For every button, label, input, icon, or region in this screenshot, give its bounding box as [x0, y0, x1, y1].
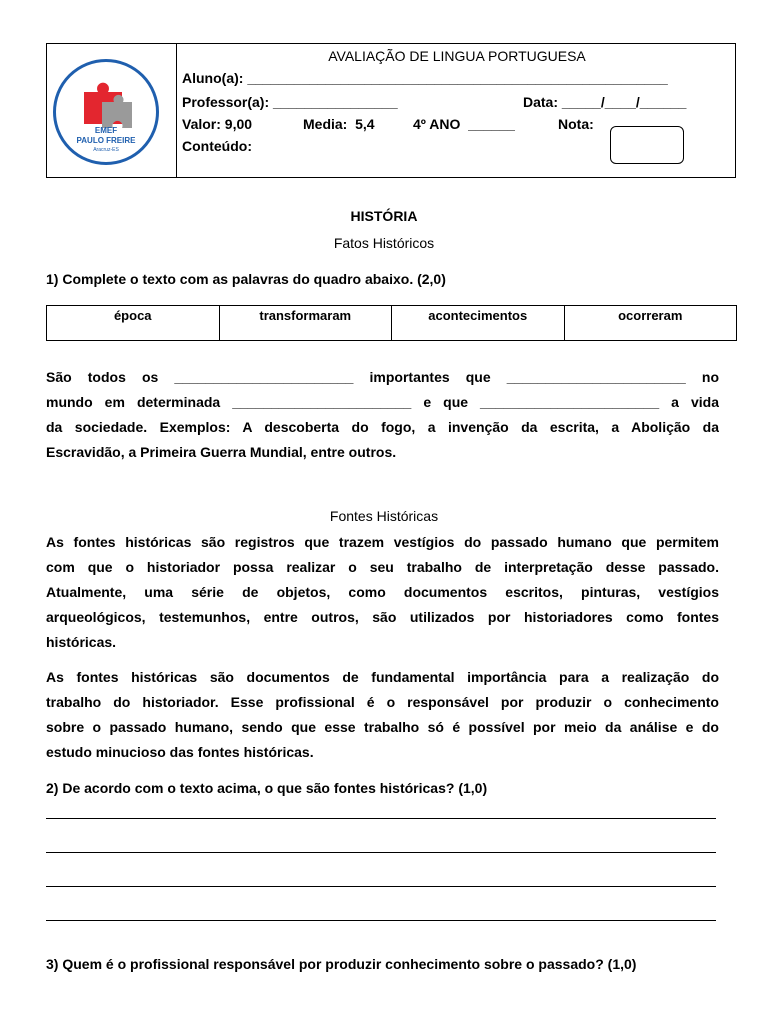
- paragraph-line: As fontes históricas são documentos de fundamental importância para a realização do: [46, 669, 719, 685]
- fill-in-text-line: São todos os _______________________ importantes que _______________________ no: [46, 369, 719, 385]
- grade-year-field: 4º ANO ______: [413, 116, 515, 132]
- question-2: 2) De acordo com o texto acima, o que são fontes históricas? (1,0): [46, 780, 488, 796]
- paragraph-line: históricas.: [46, 634, 117, 650]
- paragraph-line: As fontes históricas são registros que trazem vestígios do passado humano que permitem: [46, 534, 719, 550]
- subject-title: HISTÓRIA: [350, 208, 418, 224]
- word-bank-cell: ocorreram: [564, 306, 737, 341]
- score-label: Nota:: [558, 116, 594, 132]
- section-title: Fontes Históricas: [329, 508, 439, 524]
- score-box: [610, 126, 684, 164]
- paragraph-line: Atualmente, uma série de objetos, como documentos escritos, pinturas, vestígios: [46, 584, 719, 600]
- student-field: Aluno(a): ______________________________________________________: [182, 70, 668, 86]
- paragraph-line: estudo minucioso das fontes históricas.: [46, 744, 314, 760]
- question-1: 1) Complete o texto com as palavras do quadro abaixo. (2,0): [46, 271, 446, 287]
- word-bank-cell: transformaram: [219, 306, 392, 341]
- paragraph-line: sobre o passado humano, sendo que esse trabalho só é possível por meio da análise e do: [46, 719, 719, 735]
- school-logo: [53, 59, 159, 165]
- fill-in-text-line: da sociedade. Exemplos: A descoberta do fogo, a invenção da escrita, a Abolição da: [46, 419, 719, 435]
- content-field: Conteúdo:: [182, 138, 252, 154]
- exam-header: [46, 43, 736, 178]
- fill-in-text-line: Escravidão, a Primeira Guerra Mundial, entre outros.: [46, 444, 397, 460]
- word-bank-cell: acontecimentos: [392, 306, 565, 341]
- exam-title: AVALIAÇÃO DE LINGUA PORTUGUESA: [328, 48, 586, 64]
- answer-line[interactable]: [46, 920, 716, 921]
- fill-in-text-line: mundo em determinada _______________________ e que _______________________ a vida: [46, 394, 719, 410]
- logo-text-city: Aracruz-ES: [93, 147, 119, 153]
- paragraph-line: com que o historiador possa realizar o seu trabalho de interpretação desse passado.: [46, 559, 719, 575]
- logo-text-school: PAULO FREIRE: [76, 136, 136, 145]
- word-bank: [46, 305, 737, 341]
- average-field: Media: 5,4: [303, 116, 375, 132]
- logo-text-emef: EMEF: [94, 126, 118, 135]
- value-field: Valor: 9,00: [182, 116, 253, 132]
- topic-title: Fatos Históricos: [333, 235, 435, 251]
- paragraph-line: arqueológicos, testemunhos, entre outros, são utilizados por historiadores como fontes: [46, 609, 719, 625]
- answer-line[interactable]: [46, 818, 716, 819]
- date-field: Data: _____/____/______: [523, 94, 687, 110]
- teacher-field: Professor(a): ________________: [182, 94, 398, 110]
- logo-cell: [47, 44, 177, 177]
- answer-line[interactable]: [46, 886, 716, 887]
- word-bank-cell: época: [47, 306, 220, 341]
- answer-line[interactable]: [46, 852, 716, 853]
- question-3: 3) Quem é o profissional responsável por produzir conhecimento sobre o passado? (1,0): [46, 956, 637, 972]
- paragraph-line: trabalho do historiador. Esse profissional é o responsável por produzir o conhecimento: [46, 694, 719, 710]
